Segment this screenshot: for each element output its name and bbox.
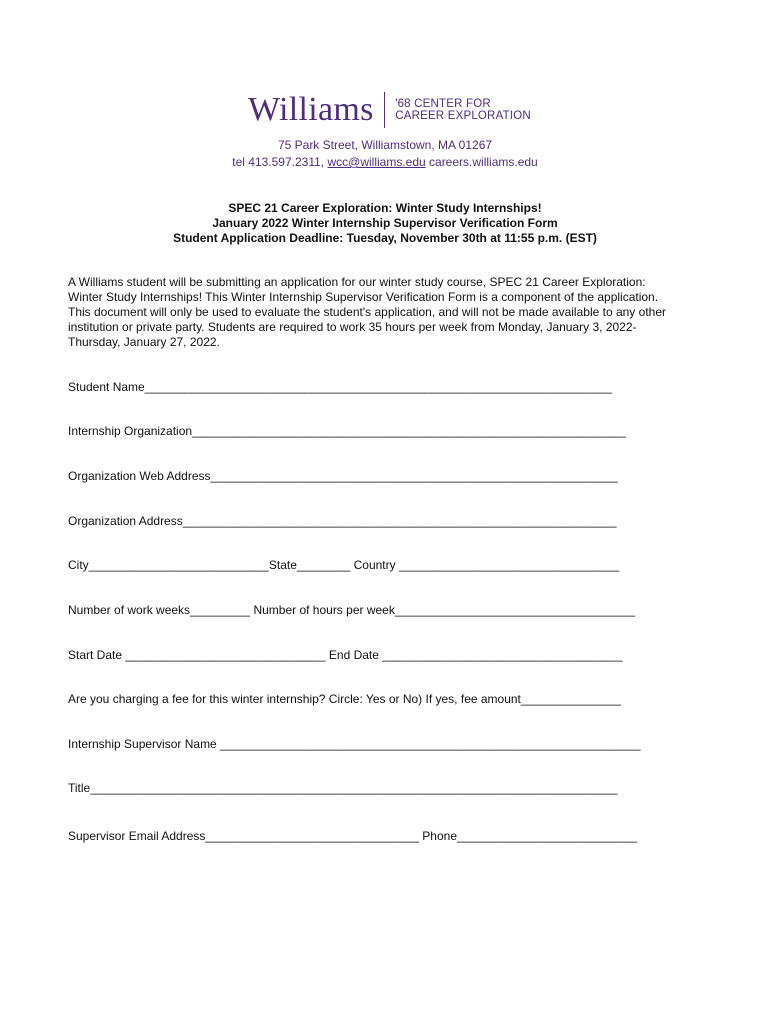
start-end-date-field[interactable]: Start Date ______________________________ End Date ____________________________________ [68,648,623,662]
intro-line: institution or private party. Students are required to work 35 hours per week from Monday, January 3, 2022- [68,320,637,334]
work-weeks-hours-field[interactable]: Number of work weeks_________ Number of hours per week____________________________________ [68,603,636,617]
supervisor-title-field[interactable]: Title_______________________________________________________________________________ [68,781,618,795]
intro-paragraph [68,275,708,350]
intro-line: Thursday, January 27, 2022. [68,335,220,349]
organization-address-field[interactable]: Organization Address_________________________________________________________________ [68,514,617,528]
form-title-block [0,201,770,246]
website: careers.williams.edu [429,155,538,169]
street-address: 75 Park Street, Williamstown, MA 01267 [277,138,493,152]
intro-line: This document will only be used to evaluate the student's application, and will not be made available to any other [68,305,666,319]
student-name-field[interactable]: Student Name______________________________________________________________________ [68,380,612,394]
course-title: SPEC 21 Career Exploration: Winter Study Internships! [228,201,542,215]
logo-wordmark: Williams [248,91,374,128]
intro-line: Winter Study Internships! This Winter Internship Supervisor Verification Form is a component of the application. [68,290,659,304]
logo-subtitle-line2: CAREER EXPLORATION [395,110,531,122]
internship-organization-field[interactable]: Internship Organization_________________________________________________________________ [68,424,626,438]
organization-web-address-field[interactable]: Organization Web Address_____________________________________________________________ [68,469,618,483]
form-title: January 2022 Winter Internship Supervisor Verification Form [212,216,558,230]
email-link[interactable]: wcc@williams.edu [327,155,426,169]
intro-line: A Williams student will be submitting an application for our winter study course, SPEC 21 Career Exploration: [68,275,646,289]
contact-line [0,154,770,171]
telephone: tel 413.597.2311, [232,155,325,169]
supervisor-email-phone-field[interactable]: Supervisor Email Address________________________________ Phone___________________________ [68,829,638,843]
city-state-country-field[interactable]: City___________________________State________ Country _________________________________ [68,558,620,572]
supervisor-name-field[interactable]: Internship Supervisor Name _______________________________________________________________ [68,737,641,751]
logo-divider [384,92,386,128]
fee-field[interactable]: Are you charging a fee for this winter internship? Circle: Yes or No) If yes, fee amount_______________ [68,692,622,706]
contact-block [0,137,770,171]
williams-logo [248,91,531,129]
logo-subtitle-line1: '68 CENTER FOR [395,98,491,110]
logo-subtitle [395,98,531,122]
deadline: Student Application Deadline: Tuesday, November 30th at 11:55 p.m. (EST) [173,231,597,245]
